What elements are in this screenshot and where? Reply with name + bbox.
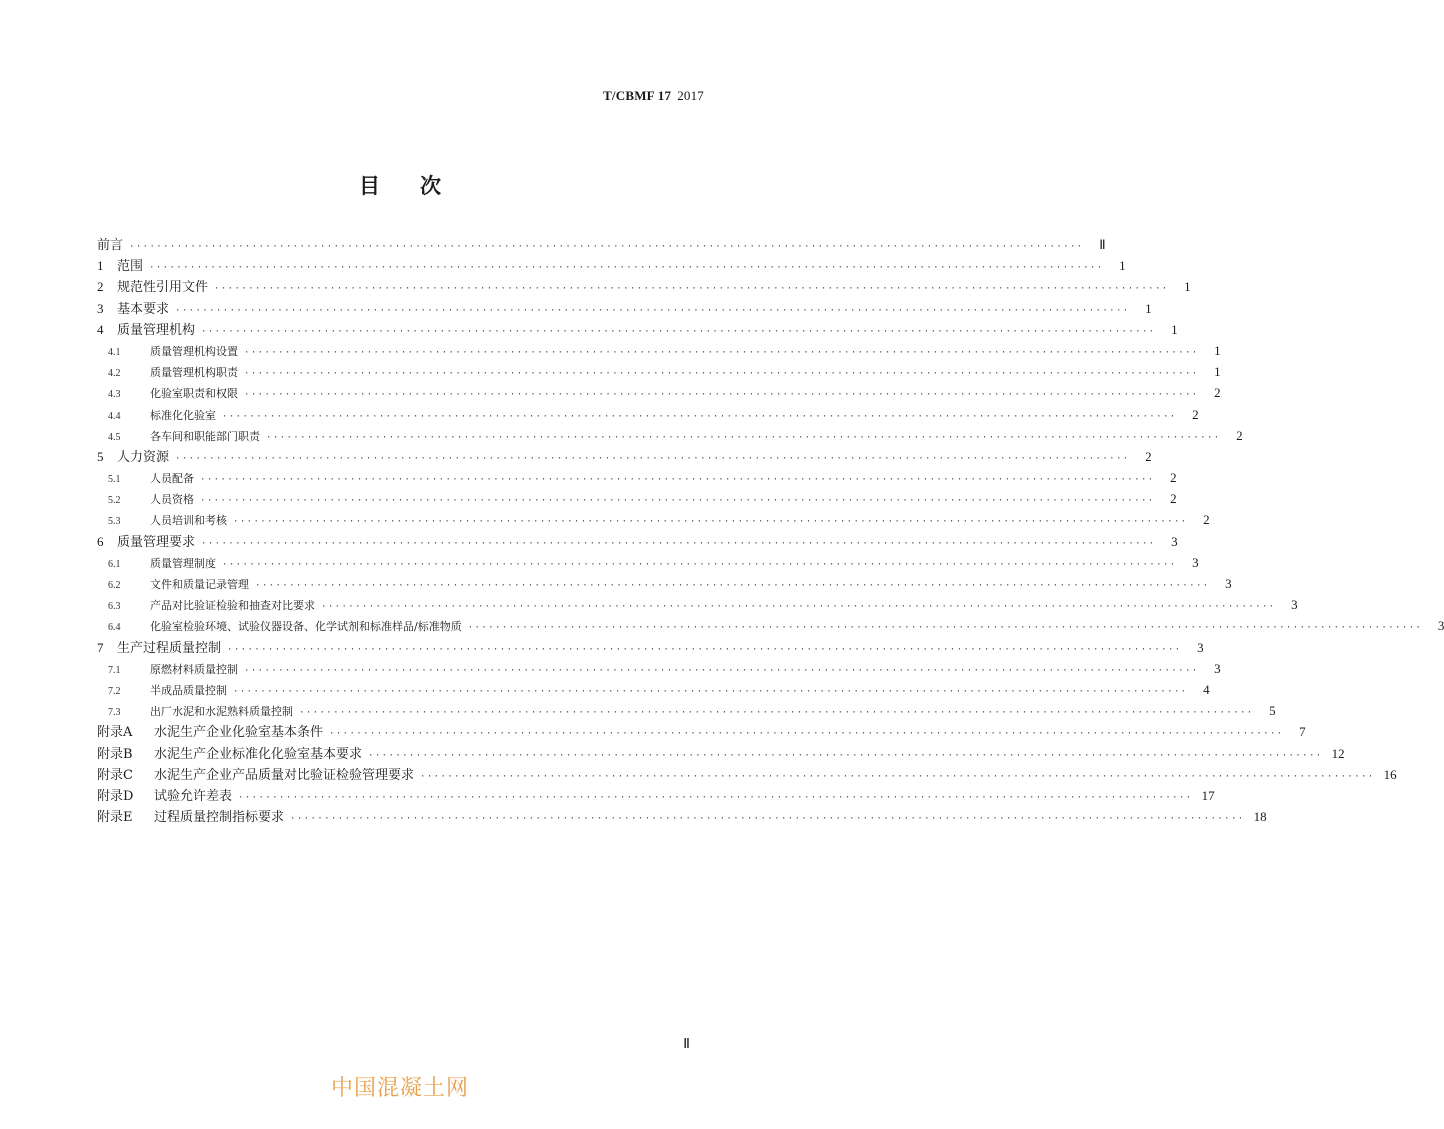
dot-leader: ············································································································································ bbox=[420, 771, 1375, 782]
toc-entry-title: 产品对比验证检验和抽查对比要求 bbox=[150, 599, 315, 613]
toc-entry-title: 生产过程质量控制 bbox=[117, 640, 222, 656]
toc-entry[interactable] bbox=[97, 488, 1177, 509]
dot-leader: ············································································································································ bbox=[201, 326, 1156, 337]
toc-entry-page: 3 bbox=[1214, 660, 1221, 676]
toc-entry-title: 水泥生产企业产品质量对比验证检验管理要求 bbox=[154, 767, 415, 783]
toc-entry-title: 质量管理要求 bbox=[117, 534, 196, 550]
dot-leader: ············································································································································ bbox=[200, 496, 1155, 507]
toc-entry-page: 2 bbox=[1170, 491, 1177, 507]
toc-entry-number: 附录A bbox=[97, 725, 133, 741]
toc-entry-title: 过程质量控制指标要求 bbox=[154, 810, 285, 826]
toc-entry[interactable] bbox=[97, 509, 1210, 530]
toc-entry-number: 7.2 bbox=[108, 685, 121, 697]
toc-entry-title: 质量管理机构设置 bbox=[150, 344, 238, 358]
dot-leader: ············································································································································ bbox=[321, 602, 1276, 613]
dot-leader: ············································································································································ bbox=[266, 432, 1221, 443]
toc-entry-number: 4.5 bbox=[108, 431, 121, 443]
toc-entry[interactable] bbox=[97, 785, 1215, 806]
toc-entry-title: 标准化化验室 bbox=[150, 408, 216, 422]
dot-leader: ············································································································································ bbox=[222, 411, 1177, 422]
standard-code-text: T/CBMF 17 bbox=[603, 88, 672, 103]
toc-entry[interactable] bbox=[97, 806, 1267, 827]
toc-entry-title: 水泥生产企业化验室基本条件 bbox=[154, 725, 324, 741]
toc-entry-title: 范围 bbox=[117, 259, 144, 275]
toc-entry[interactable] bbox=[97, 700, 1276, 721]
toc-entry[interactable] bbox=[97, 615, 1444, 636]
toc-entry-page: Ⅱ bbox=[1099, 237, 1106, 252]
toc-entry[interactable] bbox=[97, 276, 1191, 297]
dot-leader: ············································································································································ bbox=[244, 369, 1199, 380]
toc-entry-title: 基本要求 bbox=[117, 301, 170, 317]
toc-entry-number: 7.1 bbox=[108, 664, 121, 676]
toc-entry-number: 6.1 bbox=[108, 558, 121, 570]
toc-entry-page: 5 bbox=[1269, 703, 1276, 719]
toc-entry-number: 4 bbox=[97, 321, 104, 337]
toc-entry-page: 12 bbox=[1331, 745, 1345, 761]
toc-entry-number: 6.4 bbox=[108, 622, 121, 634]
toc-entry-page: 2 bbox=[1236, 427, 1243, 443]
toc-entry-title: 质量管理机构 bbox=[117, 322, 196, 338]
dot-leader: ············································································································································ bbox=[368, 750, 1323, 761]
dot-leader: ············································································································································ bbox=[238, 792, 1193, 803]
toc-entry-title: 化验室职责和权限 bbox=[150, 387, 238, 401]
toc-entry-page: 2 bbox=[1145, 448, 1152, 464]
dot-leader: ············································································································································ bbox=[222, 559, 1177, 570]
toc-entry[interactable] bbox=[97, 298, 1152, 319]
toc-entry[interactable] bbox=[97, 637, 1204, 658]
toc-entry-page: 2 bbox=[1214, 385, 1221, 401]
dot-leader: ············································································································································ bbox=[467, 623, 1423, 634]
toc-entry-page: 17 bbox=[1201, 787, 1215, 803]
standard-code bbox=[603, 88, 704, 104]
toc-entry[interactable] bbox=[97, 573, 1232, 594]
toc-entry-number: 4.4 bbox=[108, 410, 121, 422]
toc-entry-number: 6.3 bbox=[108, 601, 121, 613]
toc-entry-number: 6 bbox=[97, 533, 104, 549]
toc-entry[interactable] bbox=[97, 255, 1126, 276]
toc-entry-number: 3 bbox=[97, 300, 104, 316]
toc-entry[interactable] bbox=[97, 340, 1221, 361]
toc-entry-title: 半成品质量控制 bbox=[150, 683, 227, 697]
toc-entry[interactable] bbox=[97, 594, 1298, 615]
toc-entry-page: 2 bbox=[1203, 512, 1210, 528]
toc-entry-page: 7 bbox=[1299, 724, 1306, 740]
toc-entry-page: 2 bbox=[1170, 470, 1177, 486]
dot-leader: ············································································································································ bbox=[129, 242, 1084, 252]
toc-entry-title: 人力资源 bbox=[117, 449, 170, 465]
toc-entry-number: 6.2 bbox=[108, 580, 121, 591]
toc-entry-page: 4 bbox=[1203, 681, 1210, 697]
toc-entry-page: 3 bbox=[1192, 554, 1199, 570]
toc-entry-page: 1 bbox=[1119, 258, 1126, 274]
toc-entry-page: 3 bbox=[1291, 597, 1298, 613]
dot-leader: ············································································································································ bbox=[175, 453, 1130, 464]
toc-entry-number: 附录C bbox=[97, 767, 133, 783]
toc-entry-number: 7 bbox=[97, 639, 104, 655]
dot-leader: ············································································································································ bbox=[227, 644, 1182, 655]
toc-entry[interactable] bbox=[97, 446, 1152, 467]
toc-entry-number: 4.3 bbox=[108, 389, 121, 401]
toc-entry-title: 原燃材料质量控制 bbox=[150, 662, 238, 676]
dot-leader: ············································································································································ bbox=[244, 390, 1199, 401]
dot-leader: ············································································································································ bbox=[233, 517, 1188, 528]
toc-entry-title: 文件和质量记录管理 bbox=[150, 578, 249, 591]
toc-entry[interactable] bbox=[97, 425, 1243, 446]
toc-entry-title: 质量管理制度 bbox=[150, 556, 216, 570]
toc-entry[interactable] bbox=[97, 552, 1199, 573]
toc-entry-number: 7.3 bbox=[108, 707, 121, 719]
standard-year: 2017 bbox=[677, 88, 704, 103]
dot-leader: ············································································································································ bbox=[299, 708, 1254, 719]
watermark-text: 中国混凝土网 bbox=[330, 1076, 469, 1101]
dot-leader: ············································································································································ bbox=[290, 814, 1245, 825]
toc-entry-number: 5 bbox=[97, 448, 104, 464]
toc-entry[interactable] bbox=[97, 361, 1221, 382]
toc-entry-page: 1 bbox=[1145, 300, 1152, 316]
toc-entry-number: 5.3 bbox=[108, 516, 121, 528]
toc-entry-number: 4.2 bbox=[108, 368, 121, 380]
dot-leader: ············································································································································ bbox=[201, 538, 1156, 549]
toc-entry[interactable] bbox=[97, 382, 1221, 403]
dot-leader: ············································································································································ bbox=[233, 686, 1188, 697]
dot-leader: ············································································································································ bbox=[214, 284, 1169, 295]
toc-entry-page: 1 bbox=[1171, 321, 1178, 337]
toc-entry-number: 2 bbox=[97, 279, 104, 295]
toc-entry-page: 3 bbox=[1225, 576, 1232, 591]
toc-entry-title: 质量管理机构职责 bbox=[150, 366, 238, 380]
toc-entry-page: 3 bbox=[1437, 618, 1444, 634]
toc-entry-number: 5.2 bbox=[108, 495, 121, 507]
toc-entry-page: 1 bbox=[1214, 342, 1221, 358]
toc-entry[interactable] bbox=[97, 679, 1210, 700]
toc-entry-page: 16 bbox=[1383, 766, 1397, 782]
toc-entry-title: 前言 bbox=[97, 238, 124, 253]
toc-entry-title: 规范性引用文件 bbox=[117, 280, 209, 296]
toc-entry[interactable] bbox=[97, 743, 1345, 764]
toc-entry-page: 1 bbox=[1214, 364, 1221, 380]
dot-leader: ············································································································································ bbox=[149, 263, 1104, 274]
toc-entry-title: 出厂水泥和水泥熟料质量控制 bbox=[150, 705, 293, 719]
toc-entry-page: 3 bbox=[1197, 639, 1204, 655]
toc-entry[interactable] bbox=[97, 721, 1306, 742]
toc-entry-number: 附录D bbox=[97, 788, 134, 804]
toc-entry-page: 2 bbox=[1192, 406, 1199, 422]
toc-entry-number: 5.1 bbox=[108, 474, 121, 486]
toc-entry-page: 1 bbox=[1184, 279, 1191, 295]
dot-leader: ············································································································································ bbox=[200, 475, 1155, 486]
toc-entry[interactable] bbox=[97, 764, 1397, 785]
page-number: Ⅱ bbox=[683, 1037, 690, 1052]
toc-entry[interactable] bbox=[97, 234, 1106, 255]
toc-entry[interactable] bbox=[97, 404, 1199, 425]
dot-leader: ············································································································································ bbox=[255, 581, 1210, 591]
toc-entry-number: 附录B bbox=[97, 746, 133, 762]
toc-entry-title: 人员配备 bbox=[150, 472, 194, 486]
toc-entry-number: 1 bbox=[97, 258, 104, 274]
toc-entry-number: 4.1 bbox=[108, 346, 121, 358]
page-title: 目次 bbox=[359, 174, 481, 198]
toc-entry-page: 3 bbox=[1171, 533, 1178, 549]
toc-entry-title: 水泥生产企业标准化化验室基本要求 bbox=[154, 746, 363, 762]
toc-entry[interactable] bbox=[97, 531, 1178, 552]
toc-entry-page: 18 bbox=[1253, 809, 1267, 825]
toc-entry-title: 化验室检验环境、试验仪器设备、化学试剂和标准样品/标准物质 bbox=[150, 620, 462, 634]
dot-leader: ············································································································································ bbox=[244, 665, 1199, 676]
table-of-contents bbox=[97, 234, 1444, 827]
toc-entry-title: 人员培训和考核 bbox=[150, 514, 227, 528]
toc-entry[interactable] bbox=[97, 319, 1178, 340]
toc-entry[interactable] bbox=[97, 467, 1177, 488]
toc-entry[interactable] bbox=[97, 658, 1221, 679]
dot-leader: ············································································································································ bbox=[329, 729, 1284, 740]
dot-leader: ············································································································································ bbox=[175, 305, 1130, 316]
toc-entry-number: 附录E bbox=[97, 810, 133, 826]
toc-entry-title: 人员资格 bbox=[150, 493, 194, 507]
dot-leader: ············································································································································ bbox=[244, 347, 1199, 358]
toc-entry-title: 各车间和职能部门职责 bbox=[150, 429, 260, 443]
toc-entry-title: 试验允许差表 bbox=[154, 788, 233, 804]
